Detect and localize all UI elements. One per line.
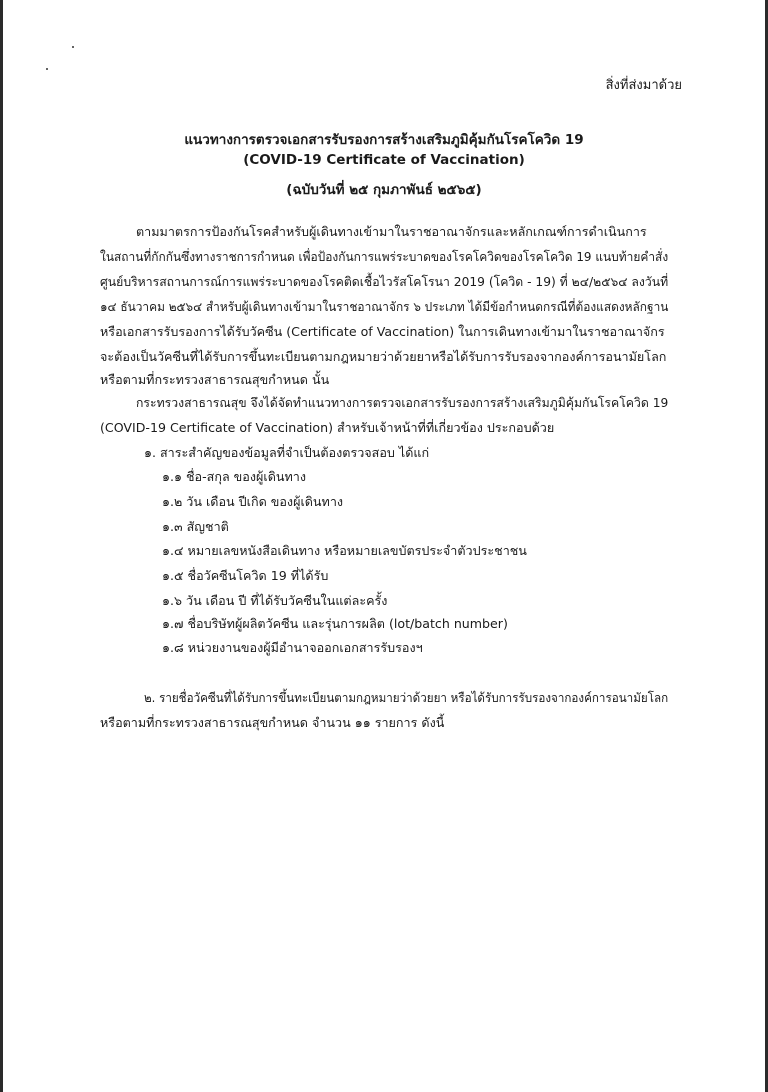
paragraph-1-line: หรือตามที่กระทรวงสาธารณสุขกำหนด นั้น [100,372,330,387]
scan-speck [72,46,74,48]
section-1-item: ๑.๔ หมายเลขหนังสือเดินทาง หรือหมายเลขบัตรประจำตัวประชาชน [162,543,527,558]
section-1-heading: ๑. สาระสำคัญของข้อมูลที่จำเป็นต้องตรวจสอบ ได้แก่ [144,445,430,460]
section-1-item: ๑.๒ วัน เดือน ปีเกิด ของผู้เดินทาง [162,494,344,509]
scan-speck [46,68,48,70]
section-1-item: ๑.๘ หน่วยงานของผู้มีอำนาจออกเอกสารรับรองฯ [162,640,423,655]
section-2-line: ๒. รายชื่อวัคซีนที่ได้รับการขึ้นทะเบียนตามกฎหมายว่าด้วยยา หรือได้รับการรับรองจากองค์การอนามัยโลก [144,690,669,705]
section-1-item: ๑.๕ ชื่อวัคซีนโควิด 19 ที่ได้รับ [162,568,329,583]
section-2-line: หรือตามที่กระทรวงสาธารณสุขกำหนด จำนวน ๑๑ รายการ ดังนี้ [100,715,445,730]
attachment-note: สิ่งที่ส่งมาด้วย [605,78,682,93]
paragraph-1-line: หรือเอกสารรับรองการได้รับวัคซีน (Certificate of Vaccination) ในการเดินทางเข้ามาในราชอาณาจักร [100,324,665,339]
document-subtitle: (COVID-19 Certificate of Vaccination) [243,152,525,168]
paragraph-1-line: ศูนย์บริหารสถานการณ์การแพร่ระบาดของโรคติดเชื้อไวรัสโคโรนา 2019 (โควิด - 19) ที่ ๒๔/๒๕๖๔ ลงวันที่ [100,274,669,289]
section-1-item: ๑.๖ วัน เดือน ปี ที่ได้รับวัคซีนในแต่ละครั้ง [162,593,388,608]
section-1-item: ๑.๑ ชื่อ-สกุล ของผู้เดินทาง [162,469,306,484]
section-1-item: ๑.๓ สัญชาติ [162,519,229,534]
paragraph-2-line: กระทรวงสาธารณสุข จึงได้จัดทำแนวทางการตรวจเอกสารรับรองการสร้างเสริมภูมิคุ้มกันโรคโควิด 19 [136,395,669,410]
section-1-item: ๑.๗ ชื่อบริษัทผู้ผลิตวัคซีน และรุ่นการผลิต (lot/batch number) [162,616,508,631]
document-edition-date: (ฉบับวันที่ ๒๕ กุมภาพันธ์ ๒๕๖๕) [286,182,482,198]
paragraph-1-line: ตามมาตรการป้องกันโรคสำหรับผู้เดินทางเข้ามาในราชอาณาจักรและหลักเกณฑ์การดำเนินการ [136,224,647,239]
paragraph-1-line: ในสถานที่กักกันซึ่งทางราชการกำหนด เพื่อป้องกันการแพร่ระบาดของโรคโควิดของโรคโควิด 19 แนบท้ายคำสั่ง [100,249,669,264]
paragraph-1-line: จะต้องเป็นวัคซีนที่ได้รับการขึ้นทะเบียนตามกฎหมายว่าด้วยยาหรือได้รับการรับรองจากองค์การอนามัยโลก [100,349,667,364]
paragraph-1-line: ๑๔ ธันวาคม ๒๕๖๔ สำหรับผู้เดินทางเข้ามาในราชอาณาจักร ๖ ประเภท ได้มีข้อกำหนดกรณีที่ต้องแสดงหลักฐาน [100,299,669,314]
document-title: แนวทางการตรวจเอกสารรับรองการสร้างเสริมภูมิคุ้มกันโรคโควิด 19 [184,132,584,148]
paragraph-2-line: (COVID-19 Certificate of Vaccination) สำหรับเจ้าหน้าที่ที่เกี่ยวข้อง ประกอบด้วย [100,420,555,435]
